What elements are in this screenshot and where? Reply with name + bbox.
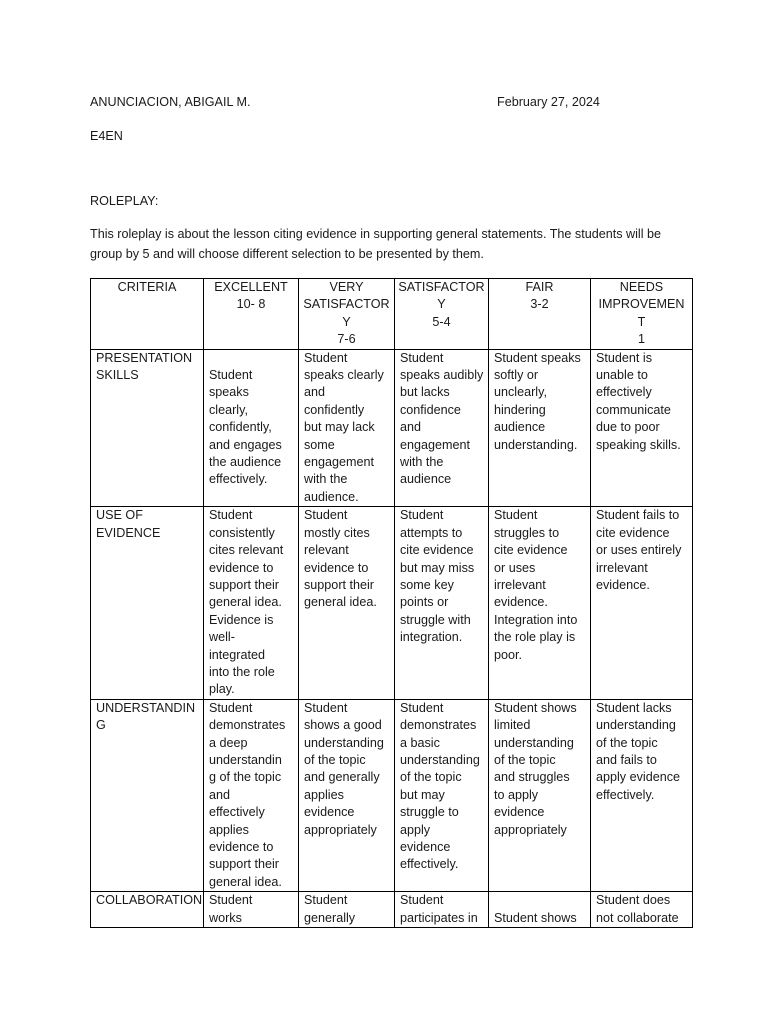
header-satisfactory: SATISFACTOR Y 5-4 (395, 279, 489, 350)
fair-cell: Student shows limited understanding of the topic and struggles to apply evidence appropriately (489, 699, 591, 891)
student-name: ANUNCIACION, ABIGAIL M. (90, 95, 251, 109)
table-row (91, 507, 693, 699)
rubric-header-row (91, 279, 693, 350)
section-code: E4EN (90, 129, 123, 143)
very-satisfactory-cell: Student shows a good understanding of the topic and generally applies evidence appropriately (299, 699, 395, 891)
criteria-cell: USE OF EVIDENCE (91, 507, 204, 699)
criteria-cell: UNDERSTANDIN G (91, 699, 204, 891)
table-row (91, 892, 693, 928)
satisfactory-cell: Student speaks audibly but lacks confidence and engagement with the audience (395, 349, 489, 507)
very-satisfactory-cell: Student speaks clearly and confidently but may lack some engagement with the audience. (299, 349, 395, 507)
needs-improvement-cell: Student lacks understanding of the topic and fails to apply evidence effectively. (591, 699, 693, 891)
needs-improvement-cell: Student fails to cite evidence or uses entirely irrelevant evidence. (591, 507, 693, 699)
header-criteria: CRITERIA (91, 279, 204, 350)
criteria-cell: COLLABORATION (91, 892, 204, 928)
excellent-cell: Student works (204, 892, 299, 928)
table-row (91, 699, 693, 891)
needs-improvement-cell: Student does not collaborate (591, 892, 693, 928)
excellent-cell: Student consistently cites relevant evidence to support their general idea. Evidence is well- integrated into the role play. (204, 507, 299, 699)
very-satisfactory-cell: Student mostly cites relevant evidence to support their general idea. (299, 507, 395, 699)
satisfactory-cell: Student demonstrates a basic understanding of the topic but may struggle to apply evidence effectively. (395, 699, 489, 891)
very-satisfactory-cell: Student generally (299, 892, 395, 928)
document-date: February 27, 2024 (497, 95, 600, 109)
needs-improvement-cell: Student is unable to effectively communicate due to poor speaking skills. (591, 349, 693, 507)
criteria-cell: PRESENTATION SKILLS (91, 349, 204, 507)
satisfactory-cell: Student participates in (395, 892, 489, 928)
rubric-table (90, 278, 693, 928)
roleplay-description: This roleplay is about the lesson citing evidence in supporting general statements. The students will be group by 5 and will choose different selection to be presented by them. (90, 227, 662, 261)
fair-cell: Student speaks softly or unclearly, hindering audience understanding. (489, 349, 591, 507)
header-fair: FAIR 3-2 (489, 279, 591, 350)
excellent-cell: Student speaks clearly, confidently, and engages the audience effectively. (204, 349, 299, 507)
header-very-satisfactory: VERY SATISFACTOR Y 7-6 (299, 279, 395, 350)
fair-cell: Student shows (489, 892, 591, 928)
satisfactory-cell: Student attempts to cite evidence but may miss some key points or struggle with integration. (395, 507, 489, 699)
table-row (91, 349, 693, 507)
excellent-cell: Student demonstrates a deep understandin g of the topic and effectively applies evidence to support their general idea. (204, 699, 299, 891)
header-excellent: EXCELLENT 10- 8 (204, 279, 299, 350)
fair-cell: Student struggles to cite evidence or uses irrelevant evidence. Integration into the role play is poor. (489, 507, 591, 699)
header-needs-improvement: NEEDS IMPROVEMEN T 1 (591, 279, 693, 350)
document-title: ROLEPLAY: (90, 194, 159, 208)
